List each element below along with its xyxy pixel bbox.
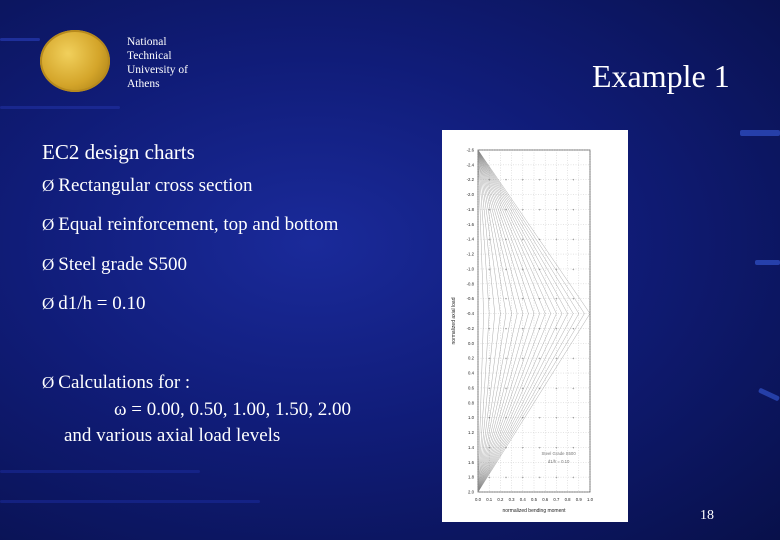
- data-marker: +: [538, 385, 541, 391]
- data-marker: +: [521, 236, 524, 242]
- y-tick-label: 1.0: [468, 415, 474, 421]
- y-tick-label: -0.8: [466, 281, 474, 287]
- decor-streak: [0, 106, 120, 109]
- data-marker: +: [521, 355, 524, 361]
- x-tick-label: 0.8: [564, 497, 571, 502]
- data-marker: +: [488, 206, 491, 212]
- data-marker: +: [504, 444, 508, 450]
- data-marker: +: [572, 325, 575, 331]
- chart-annotation: d1/h = 0.10: [547, 458, 570, 464]
- y-tick-label: -2.2: [466, 177, 474, 183]
- decor-streak: [0, 500, 260, 503]
- interaction-curve: [478, 150, 556, 314]
- bullet-item: [42, 214, 338, 236]
- data-marker: +: [504, 355, 508, 361]
- data-marker: +: [572, 355, 575, 361]
- design-chart-panel: [442, 130, 628, 522]
- arrow-bullet-icon: Ø: [42, 373, 55, 392]
- bullet-item: [42, 175, 252, 197]
- bullet-text: Steel grade S500: [58, 254, 188, 275]
- interaction-curve: [478, 314, 489, 492]
- bullet-item: [42, 293, 146, 315]
- axial-load-text: and various axial load levels: [64, 425, 281, 446]
- y-tick-label: 0.4: [468, 370, 474, 376]
- y-tick-label: 1.4: [468, 444, 474, 450]
- x-tick-label: 0.9: [575, 497, 582, 502]
- interaction-curve: [478, 150, 568, 314]
- y-tick-label: -0.4: [466, 311, 474, 317]
- arrow-bullet-icon: Ø: [42, 176, 55, 195]
- decor-streak: [758, 388, 780, 402]
- y-tick-label: -0.6: [466, 296, 474, 302]
- slide-title: Example 1: [592, 58, 730, 94]
- interaction-curve: [478, 150, 540, 314]
- data-marker: +: [555, 355, 558, 361]
- decor-streak: [755, 260, 780, 265]
- y-tick-label: 0.2: [468, 355, 474, 361]
- y-tick-label: -2.0: [466, 192, 474, 198]
- interaction-curve: [478, 150, 562, 314]
- y-axis-label: normalized axial load: [451, 297, 457, 345]
- data-marker: +: [538, 236, 541, 242]
- data-marker: +: [538, 325, 541, 331]
- y-tick-label: -2.4: [466, 162, 474, 168]
- x-tick-label: 0.3: [508, 497, 515, 502]
- data-marker: +: [521, 177, 524, 183]
- x-tick-label: 0.6: [542, 497, 549, 502]
- data-marker: +: [488, 325, 491, 331]
- y-tick-label: -1.2: [466, 251, 474, 257]
- y-tick-label: 0.8: [468, 400, 474, 406]
- data-marker: +: [538, 415, 541, 421]
- bullet-text: Equal reinforcement, top and bottom: [58, 214, 339, 235]
- data-marker: +: [488, 355, 491, 361]
- y-tick-label: -0.2: [466, 325, 474, 331]
- y-tick-label: 1.6: [468, 459, 474, 465]
- institution-line: University of: [127, 64, 189, 76]
- data-marker: +: [555, 206, 558, 212]
- y-tick-label: -1.0: [466, 266, 474, 272]
- y-tick-label: 0.0: [468, 340, 474, 346]
- data-marker: +: [521, 444, 524, 450]
- interaction-curve: [478, 314, 556, 492]
- data-marker: +: [572, 415, 575, 421]
- decor-streak: [740, 130, 780, 136]
- interaction-curve: [478, 150, 506, 314]
- y-tick-label: 1.8: [468, 474, 474, 480]
- interaction-curve: [478, 150, 489, 314]
- data-marker: +: [488, 474, 491, 480]
- x-tick-label: 0.4: [519, 497, 526, 502]
- arrow-bullet-icon: Ø: [42, 294, 55, 313]
- data-marker: +: [555, 266, 558, 272]
- interaction-curve: [478, 150, 528, 314]
- chart-annotation: Steel Grade S500: [541, 450, 576, 456]
- data-marker: +: [488, 444, 491, 450]
- arrow-bullet-icon: Ø: [42, 255, 55, 274]
- interaction-curve: [478, 150, 484, 314]
- bullet-item: [42, 254, 187, 276]
- bullet-text: Rectangular cross section: [58, 175, 253, 196]
- omega-values: ω = 0.00, 0.50, 1.00, 1.50, 2.00: [114, 399, 351, 420]
- data-marker: +: [538, 296, 541, 302]
- interaction-curve: [478, 150, 517, 314]
- arrow-bullet-icon: Ø: [42, 215, 55, 234]
- decor-streak: [0, 470, 200, 473]
- data-marker: +: [488, 385, 491, 391]
- interaction-curve: [478, 314, 540, 492]
- interaction-chart: [442, 130, 628, 522]
- data-marker: +: [538, 266, 541, 272]
- data-marker: +: [555, 325, 558, 331]
- data-marker: +: [572, 236, 575, 242]
- data-marker: +: [538, 355, 541, 361]
- x-tick-label: 0.2: [497, 497, 504, 502]
- y-tick-label: -1.6: [466, 221, 474, 227]
- data-marker: +: [521, 325, 524, 331]
- data-marker: +: [572, 444, 575, 450]
- y-tick-label: 2.0: [468, 489, 474, 495]
- data-marker: +: [521, 206, 524, 212]
- data-marker: +: [504, 236, 508, 242]
- interaction-curve: [478, 150, 579, 314]
- data-marker: +: [488, 266, 491, 272]
- data-marker: +: [504, 385, 508, 391]
- y-tick-label: 0.6: [468, 385, 474, 391]
- data-marker: +: [572, 474, 575, 480]
- interaction-curve: [478, 150, 523, 314]
- data-marker: +: [555, 444, 558, 450]
- data-marker: +: [504, 474, 508, 480]
- data-marker: +: [521, 296, 524, 302]
- data-marker: +: [538, 474, 541, 480]
- data-marker: +: [488, 236, 491, 242]
- interaction-curve: [478, 314, 506, 492]
- data-marker: +: [555, 296, 558, 302]
- data-marker: +: [521, 474, 524, 480]
- x-axis-label: normalized bending moment: [502, 508, 566, 514]
- data-marker: +: [538, 206, 541, 212]
- data-marker: +: [504, 177, 508, 183]
- data-marker: +: [488, 177, 491, 183]
- institution-line: Technical: [127, 50, 172, 62]
- decor-streak: [0, 38, 40, 41]
- data-marker: +: [504, 415, 508, 421]
- interaction-curve: [478, 150, 545, 314]
- data-marker: +: [555, 236, 558, 242]
- interaction-curve: [478, 150, 584, 314]
- data-marker: +: [555, 177, 558, 183]
- data-marker: +: [538, 177, 541, 183]
- y-tick-label: -1.8: [466, 206, 474, 212]
- x-tick-label: 1.0: [587, 497, 593, 502]
- y-tick-label: 1.2: [468, 430, 474, 436]
- data-marker: +: [538, 444, 541, 450]
- data-marker: +: [488, 415, 491, 421]
- data-marker: +: [572, 206, 575, 212]
- data-marker: +: [572, 385, 575, 391]
- x-tick-label: 0.5: [531, 497, 537, 502]
- data-marker: +: [504, 206, 508, 212]
- data-marker: +: [521, 385, 524, 391]
- data-marker: +: [504, 266, 508, 272]
- bullet-text: d1/h = 0.10: [58, 293, 146, 314]
- y-tick-label: -1.4: [466, 236, 474, 242]
- data-marker: +: [555, 415, 558, 421]
- data-marker: +: [504, 325, 508, 331]
- y-tick-label: -2.6: [466, 147, 474, 153]
- institution-line: National: [127, 36, 167, 48]
- section-heading: EC2 design charts: [42, 140, 195, 164]
- interaction-curve: [478, 150, 500, 314]
- x-tick-label: 0.1: [486, 497, 493, 502]
- data-marker: +: [555, 385, 558, 391]
- data-marker: +: [555, 474, 558, 480]
- data-marker: +: [488, 296, 491, 302]
- bullet-text: Calculations for :: [58, 372, 191, 393]
- data-marker: +: [572, 177, 575, 183]
- page-number: 18: [700, 508, 714, 523]
- data-marker: +: [521, 266, 524, 272]
- x-tick-label: 0.7: [553, 497, 560, 502]
- data-marker: +: [504, 296, 508, 302]
- data-marker: +: [572, 266, 575, 272]
- data-marker: +: [521, 415, 524, 421]
- institution-line: Athens: [127, 78, 160, 90]
- data-marker: +: [572, 296, 575, 302]
- university-logo: [40, 30, 110, 92]
- bullet-item: [42, 372, 190, 394]
- x-tick-label: 0.0: [475, 497, 481, 502]
- interaction-curve: [478, 150, 551, 314]
- institution-name: [127, 35, 188, 91]
